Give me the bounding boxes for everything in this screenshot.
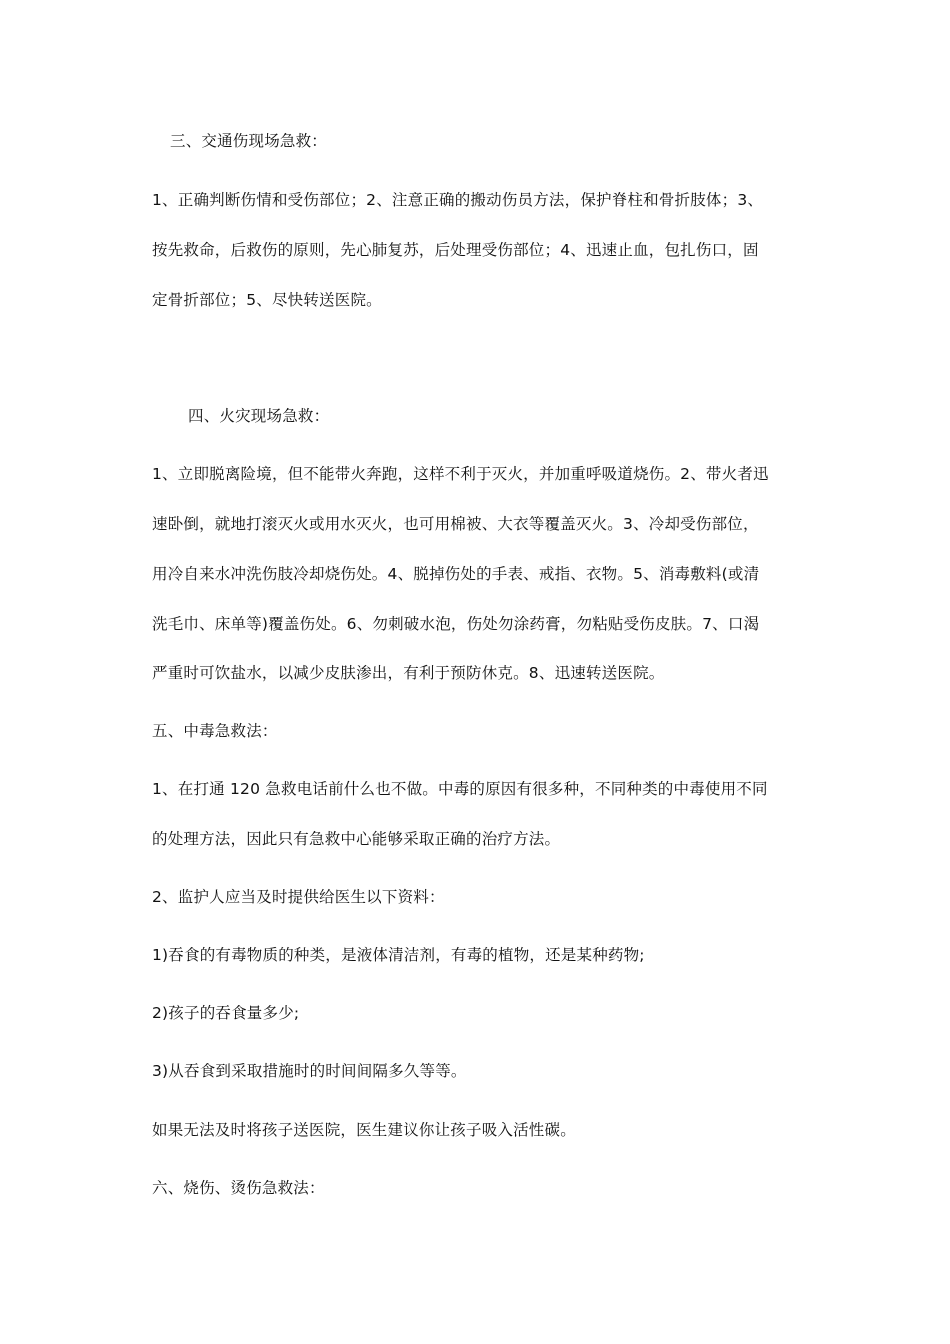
paragraph-line: 定骨折部位；5、尽快转送医院。 bbox=[152, 291, 382, 309]
paragraph-line: 速卧倒，就地打滚灭火或用水灭火，也可用棉被、大衣等覆盖灭火。3、冷却受伤部位， bbox=[152, 515, 759, 533]
section-heading-poison: 五、中毒急救法： bbox=[152, 722, 278, 740]
list-item: 1)吞食的有毒物质的种类，是液体清洁剂，有毒的植物，还是某种药物; bbox=[152, 946, 645, 964]
paragraph-line: 如果无法及时将孩子送医院，医生建议你让孩子吸入活性碳。 bbox=[152, 1121, 576, 1139]
paragraph-line: 1、正确判断伤情和受伤部位；2、注意正确的搬动伤员方法，保护脊柱和骨折肢体；3、 bbox=[152, 191, 764, 209]
section-heading-burn: 六、烧伤、烫伤急救法： bbox=[152, 1179, 325, 1197]
paragraph-line: 2、监护人应当及时提供给医生以下资料： bbox=[152, 888, 445, 906]
paragraph-line: 按先救命，后救伤的原则，先心肺复苏，后处理受伤部位；4、迅速止血，包扎伤口，固 bbox=[152, 241, 759, 259]
paragraph-line: 用冷自来水冲洗伤肢冷却烧伤处。4、脱掉伤处的手表、戒指、衣物。5、消毒敷料(或清 bbox=[152, 565, 760, 583]
paragraph-line: 1、在打通 120 急救电话前什么也不做。中毒的原因有很多种，不同种类的中毒使用不同 bbox=[152, 780, 768, 798]
section-heading-traffic: 三、交通伤现场急救： bbox=[170, 132, 328, 150]
list-item: 3)从吞食到采取措施时的时间间隔多久等等。 bbox=[152, 1062, 467, 1080]
paragraph-line: 的处理方法，因此只有急救中心能够采取正确的治疗方法。 bbox=[152, 830, 561, 848]
section-heading-fire: 四、火灾现场急救： bbox=[188, 407, 330, 425]
paragraph-line: 严重时可饮盐水，以减少皮肤渗出，有利于预防休克。8、迅速转送医院。 bbox=[152, 664, 665, 682]
paragraph-line: 1、立即脱离险境，但不能带火奔跑，这样不利于灭火，并加重呼吸道烧伤。2、带火者迅 bbox=[152, 465, 769, 483]
list-item: 2)孩子的吞食量多少; bbox=[152, 1004, 300, 1022]
paragraph-line: 洗毛巾、床单等)覆盖伤处。6、勿刺破水泡，伤处勿涂药膏，勿粘贴受伤皮肤。7、口渴 bbox=[152, 615, 760, 633]
